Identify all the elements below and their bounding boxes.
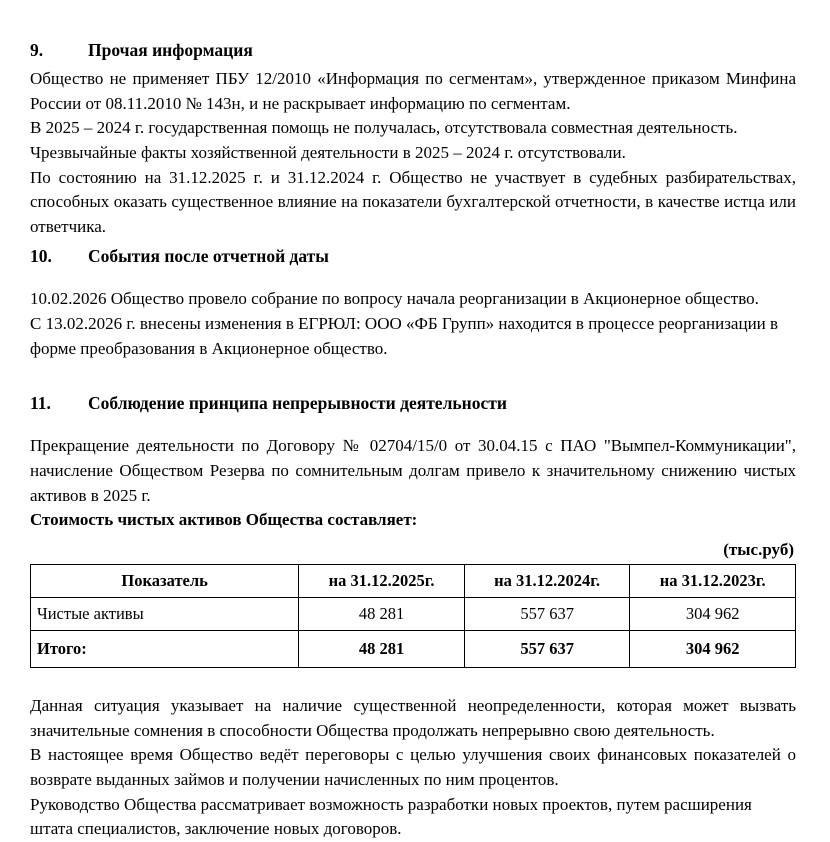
section-9-paragraph-2: В 2025 – 2024 г. государственная помощь не получалась, отсутствовала совместная деятельность. xyxy=(30,118,738,138)
section-9-paragraph-3: Чрезвычайные факты хозяйственной деятельности в 2025 – 2024 г. отсутствовали. xyxy=(30,142,626,162)
row-label-total: Итого: xyxy=(31,630,299,667)
row-label-net-assets: Чистые активы xyxy=(31,597,299,630)
row-value-net-assets-2023: 304 962 xyxy=(630,597,796,630)
row-value-net-assets-2025: 48 281 xyxy=(299,597,465,630)
section-heading-10 xyxy=(30,246,796,267)
section-title-9: Прочая информация xyxy=(88,40,253,60)
section-9-paragraph-4: По состоянию на 31.12.2025 г. и 31.12.2024 г. Общество не участвует в судебных разбирательствах, способных оказать существенное влияние на показатели бухгалтерской отчетности, в качестве истца или ответчика. xyxy=(30,167,796,236)
row-value-total-2025: 48 281 xyxy=(299,630,465,667)
section-11-closing-paragraph-2: В настоящее время Общество ведёт переговоры с целью улучшения своих финансовых показателей о возврате выданных займов и получении начисленных по ним процентов. xyxy=(30,745,796,789)
section-title-11: Соблюдение принципа непрерывности деятельности xyxy=(88,393,507,414)
section-title-10: События после отчетной даты xyxy=(88,246,329,267)
row-value-total-2023: 304 962 xyxy=(630,630,796,667)
net-assets-table xyxy=(30,564,796,668)
table-header-2025: на 31.12.2025г. xyxy=(299,564,465,597)
table-header-2023: на 31.12.2023г. xyxy=(630,564,796,597)
section-heading-9 xyxy=(30,40,796,61)
section-number-9: 9. xyxy=(30,40,44,60)
table-units-label: (тыс.руб) xyxy=(723,539,794,559)
net-assets-subheading: Стоимость чистых активов Общества составляет: xyxy=(30,510,418,530)
section-number-11: 11. xyxy=(30,393,51,414)
table-header-indicator: Показатель xyxy=(31,564,299,597)
section-10-paragraph-2: С 13.02.2026 г. внесены изменения в ЕГРЮЛ: ООО «ФБ Групп» находится в процессе реорганизации в форме преобразования в Акционерное общество. xyxy=(30,314,779,358)
section-number-10: 10. xyxy=(30,246,52,267)
row-value-total-2024: 557 637 xyxy=(464,630,630,667)
section-10-paragraph-1: 10.02.2026 Общество провело собрание по вопросу начала реорганизации в Акционерное общество. xyxy=(30,289,759,309)
section-11-closing-paragraph-3: Руководство Общества рассматривает возможность разработки новых проектов, путем расширения штата специалистов, заключение новых договоров. xyxy=(30,794,752,839)
section-heading-11 xyxy=(30,393,796,414)
table-total-row xyxy=(31,630,796,667)
table-header-row xyxy=(31,564,796,597)
section-11-closing-paragraph-1: Данная ситуация указывает на наличие существенной неопределенности, которая может вызвать значительные сомнения в способности Общества продолжать непрерывно свою деятельность. xyxy=(30,695,796,740)
row-value-net-assets-2024: 557 637 xyxy=(464,597,630,630)
section-11-paragraph-1: Прекращение деятельности по Договору № 02704/15/0 от 30.04.15 с ПАО "Вымпел-Коммуникации", начисление Обществом Резерва по сомнительным долгам привело к значительному снижению чистых активов в 2025 г. xyxy=(30,436,796,505)
section-9-paragraph-1: Общество не применяет ПБУ 12/2010 «Информация по сегментам», утвержденное приказом Минфина России от 08.11.2010 № 143н, и не раскрывает информацию по сегментам. xyxy=(30,69,796,113)
table-row xyxy=(31,597,796,630)
table-header-2024: на 31.12.2024г. xyxy=(464,564,630,597)
